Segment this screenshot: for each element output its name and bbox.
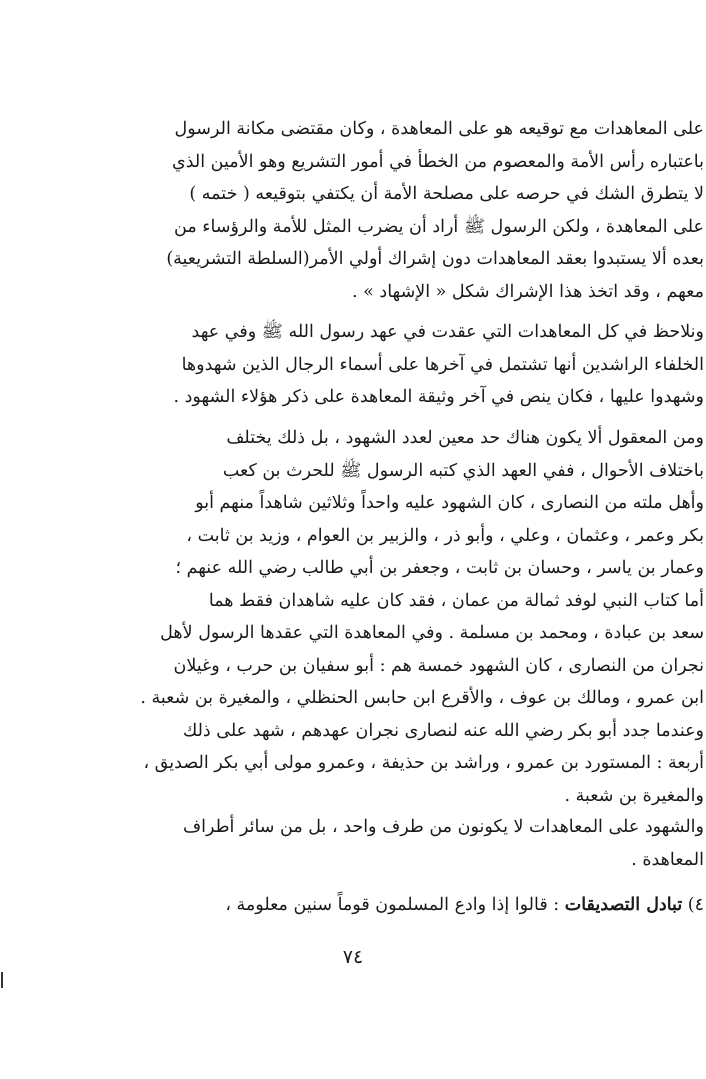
section-text: : قالوا إذا وادع المسلمون قوماً سنين معلومة ، bbox=[225, 895, 560, 915]
scan-edge-mark bbox=[1, 972, 3, 988]
paragraph-treaty-witnesses bbox=[92, 316, 704, 414]
paragraph-text: والشهود على المعاهدات لا يكونون من طرف واحد ، بل من سائر أطراف المعاهدة . bbox=[182, 817, 704, 870]
section-heading-line bbox=[92, 889, 704, 922]
paragraph-text: ومن المعقول ألا يكون هناك حد معين لعدد الشهود ، بل ذلك يختلف باختلاف الأحوال ، ففي العهد الذي كتبه الرسول ﷺ للحرث بن كعب وأهل ملته من النصارى ، كان الشهود عليه واحداً وثلاثين شاهداً منهم أبو بكر وعمر ، وعثمان ، وعلي ، وأبو ذر ، والزبير بن العوام ، وزيد بن ثابت ، وعمار بن ياسر ، وحسان بن ثابت ، وجعفر بن أبي طالب رضي الله عنهم ؛ أما كتاب النبي لوفد ثمالة من عمان ، فقد كان عليه شاهدان فقط هما سعد بن عبادة ، ومحمد بن مسلمة . وفي المعاهدة التي عقدها الرسول لأهل نجران من النصارى ، كان الشهود خمسة هم : أبو سفيان بن حرب ، وغيلان ابن عمرو ، ومالك بن عوف ، والأقرع ابن حابس الحنظلي ، والمغيرة بن شعبة . وعندما جدد أبو بكر رضي الله عنه لنصارى نجران عهدهم ، شهد على ذلك أربعة : المستورد بن عمرو ، وراشد بن حذيفة ، وعمرو مولى أبي بكر الصديق ، والمغيرة بن شعبة . bbox=[140, 428, 704, 806]
section-number: ٤) bbox=[687, 895, 704, 915]
paragraph-witness-count-examples bbox=[92, 422, 704, 812]
paragraph-text: على المعاهدات مع توقيعه هو على المعاهدة ، وكان مقتضى مكانة الرسول باعتباره رأس الأمة والمعصوم من الخطأ في أمور التشريع وهو الأمين الذي لا يتطرق الشك في حرصه على مصلحة الأمة أن يكتفي بتوقيعه ( ختمه ) على المعاهدة ، ولكن الرسول ﷺ أراد أن يضرب المثل للأمة والرؤساء من بعده ألا يستبدوا بعقد المعاهدات دون إشراك أولي الأمر(السلطة التشريعية) معهم ، وقد اتخذ هذا الإشراك شكل « الإشهاد » . bbox=[166, 119, 704, 302]
section-heading-ratification-exchange bbox=[92, 889, 704, 922]
paragraph-text: ونلاحظ في كل المعاهدات التي عقدت في عهد رسول الله ﷺ وفي عهد الخلفاء الراشدين أنها تشتمل في آخرها على أسماء الرجال الذين شهدوها وشهدوا عليها ، فكان ينص في آخر وثيقة المعاهدة على ذكر هؤلاء الشهود . bbox=[173, 322, 704, 407]
section-term: تبادل التصديقات bbox=[564, 895, 683, 915]
paragraph-witnessing-intro bbox=[92, 113, 704, 308]
paragraph-witness-parties bbox=[92, 811, 704, 876]
page-number: ٧٤ bbox=[342, 946, 364, 968]
